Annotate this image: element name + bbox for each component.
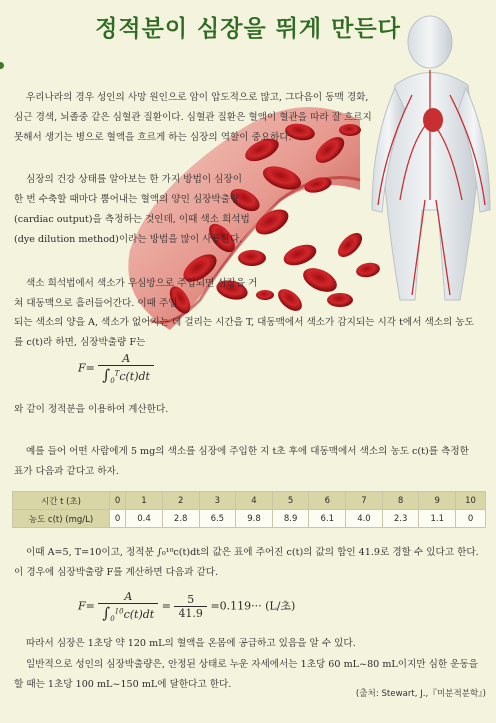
table-cell: 4.0: [346, 510, 383, 528]
table-cell: 3: [199, 492, 236, 510]
table-cell: 6.1: [309, 510, 346, 528]
table-cell: 2: [162, 492, 199, 510]
table-cell: 5: [272, 492, 309, 510]
time-row: [13, 492, 486, 510]
example-paragraph: 예를 들어 어떤 사람에게 5 mg의 색소를 심장에 주입한 지 t초 후에 대동맥에서 색소의 농도 c(t)를 측정한 표가 다음과 같다고 하자.: [14, 446, 469, 477]
conclusion-paragraph: 따라서 심장은 1초당 약 120 mL의 혈액을 온몸에 공급하고 있음을 알 수 있다.: [26, 638, 356, 649]
table-cell: 2.3: [382, 510, 419, 528]
concentration-table: [12, 491, 486, 528]
definite-integral-note: 와 같이 정적분을 이용하여 계산한다.: [14, 404, 169, 415]
table-cell: 6.5: [199, 510, 236, 528]
formula-result: =0.119··· (L/초): [210, 599, 296, 613]
source-citation: (출처: Stewart, J.,『미분적분학』): [355, 689, 486, 699]
integrand: c(t)dt: [119, 370, 150, 383]
time-header: 시간 t (초): [13, 492, 110, 510]
concentration-row: [13, 510, 486, 528]
formula-lhs: F=: [78, 361, 95, 375]
calculation-formula: F= $\frac{A}{\int_0^{10}c(t)dt}$ = $\frac{5}{41.9}$ =0.119··· (L/초): [78, 590, 296, 624]
formula-fraction: [98, 590, 158, 623]
integral-lower-bound: 0: [110, 377, 115, 386]
table-cell: 4: [236, 492, 273, 510]
formula-denominator: $\int_0^Tc(t)dt$: [102, 366, 150, 386]
cardiac-output-formula: [78, 352, 154, 385]
table-cell: 1: [126, 492, 163, 510]
table-cell: 8: [382, 492, 419, 510]
integral-upper-bound: 10: [114, 607, 124, 616]
table-cell: 0.4: [126, 510, 163, 528]
dye-method-line: 색소 희석법에서 색소가 우심방으로 주입되면 심장을 거쳐 대동맥으로 흘러들어간다. 이때 주입: [14, 278, 258, 309]
table-cell: 9: [419, 492, 456, 510]
calculation-paragraph: 이때 A=5, T=10이고, 정적분 ∫₀¹⁰c(t)dt의 값은 표에 주어진 c(t)의 값의 합인 41.9로 경할 수 있다고 한다. 이 경우에 심장박출량 F를 계산하면 다음과 같다.: [14, 547, 479, 578]
value-denominator: 41.9: [178, 607, 203, 621]
table-cell: 0: [456, 510, 486, 528]
page-title: 정적분이 심장을 뛰게 만든다: [95, 16, 401, 42]
integral-lower-bound: 0: [110, 615, 115, 624]
intro-paragraph: 우리나라의 경우 성인의 사망 원인으로 암이 압도적으로 많고, 그다음이 동맥 경화, 심근 경색, 뇌졸중 같은 심혈관 질환이다. 심혈관 질환은 혈액이 혈관을 따라 잘 흐르지 못해서 생기는 병으로 혈액을 흐르게 하는 심장의 역할이 중요하다.: [14, 92, 372, 143]
formula-numerator: A: [98, 352, 154, 366]
table-cell: 7: [346, 492, 383, 510]
value-fraction: [174, 593, 207, 620]
normal-range-paragraph: 일반적으로 성인의 심장박출량은, 안정된 상태로 누운 자세에서는 1초당 60 mL~80 mL이지만 심한 운동을 할 때는 1초당 100 mL~150 mL에 달한다고 한다.: [14, 659, 479, 690]
integral-upper-bound: T: [114, 369, 120, 378]
formula-fraction: [98, 352, 154, 385]
table-cell: 8.9: [272, 510, 309, 528]
human-figure-icon: [372, 16, 490, 300]
concentration-header: 농도 c(t) (mg/L): [13, 510, 110, 528]
formula-lhs: F=: [78, 599, 95, 613]
formula-numerator: A: [98, 590, 158, 604]
table-cell: 0: [110, 492, 126, 510]
table-cell: 1.1: [419, 510, 456, 528]
table-cell: 2.8: [162, 510, 199, 528]
table-cell: 10: [456, 492, 486, 510]
cardiac-output-paragraph: 심장의 건강 상태를 알아보는 한 가지 방법이 심장이 한 번 수축할 때마다 뿜어내는 혈액의 양인 심장박출량(cardiac output)을 측정하는 것인데, 이때 색소 희석법(dye dilution method)이라는 방법을 많이 사용한다.: [14, 174, 250, 245]
value-numerator: 5: [174, 593, 207, 607]
table-cell: 9.8: [236, 510, 273, 528]
dye-method-paragraph: 되는 색소의 양을 A, 색소가 없어지는 데 걸리는 시간을 T, 대동맥에서 색소가 감지되는 시각 t에서 색소의 농도를 c(t)라 하면, 심장박출량 F는: [14, 317, 474, 348]
table-cell: 6: [309, 492, 346, 510]
integrand: c(t)dt: [123, 608, 155, 621]
formula-denominator: $\int_0^{10}c(t)dt$: [102, 604, 155, 624]
table-cell: 0: [110, 510, 126, 528]
